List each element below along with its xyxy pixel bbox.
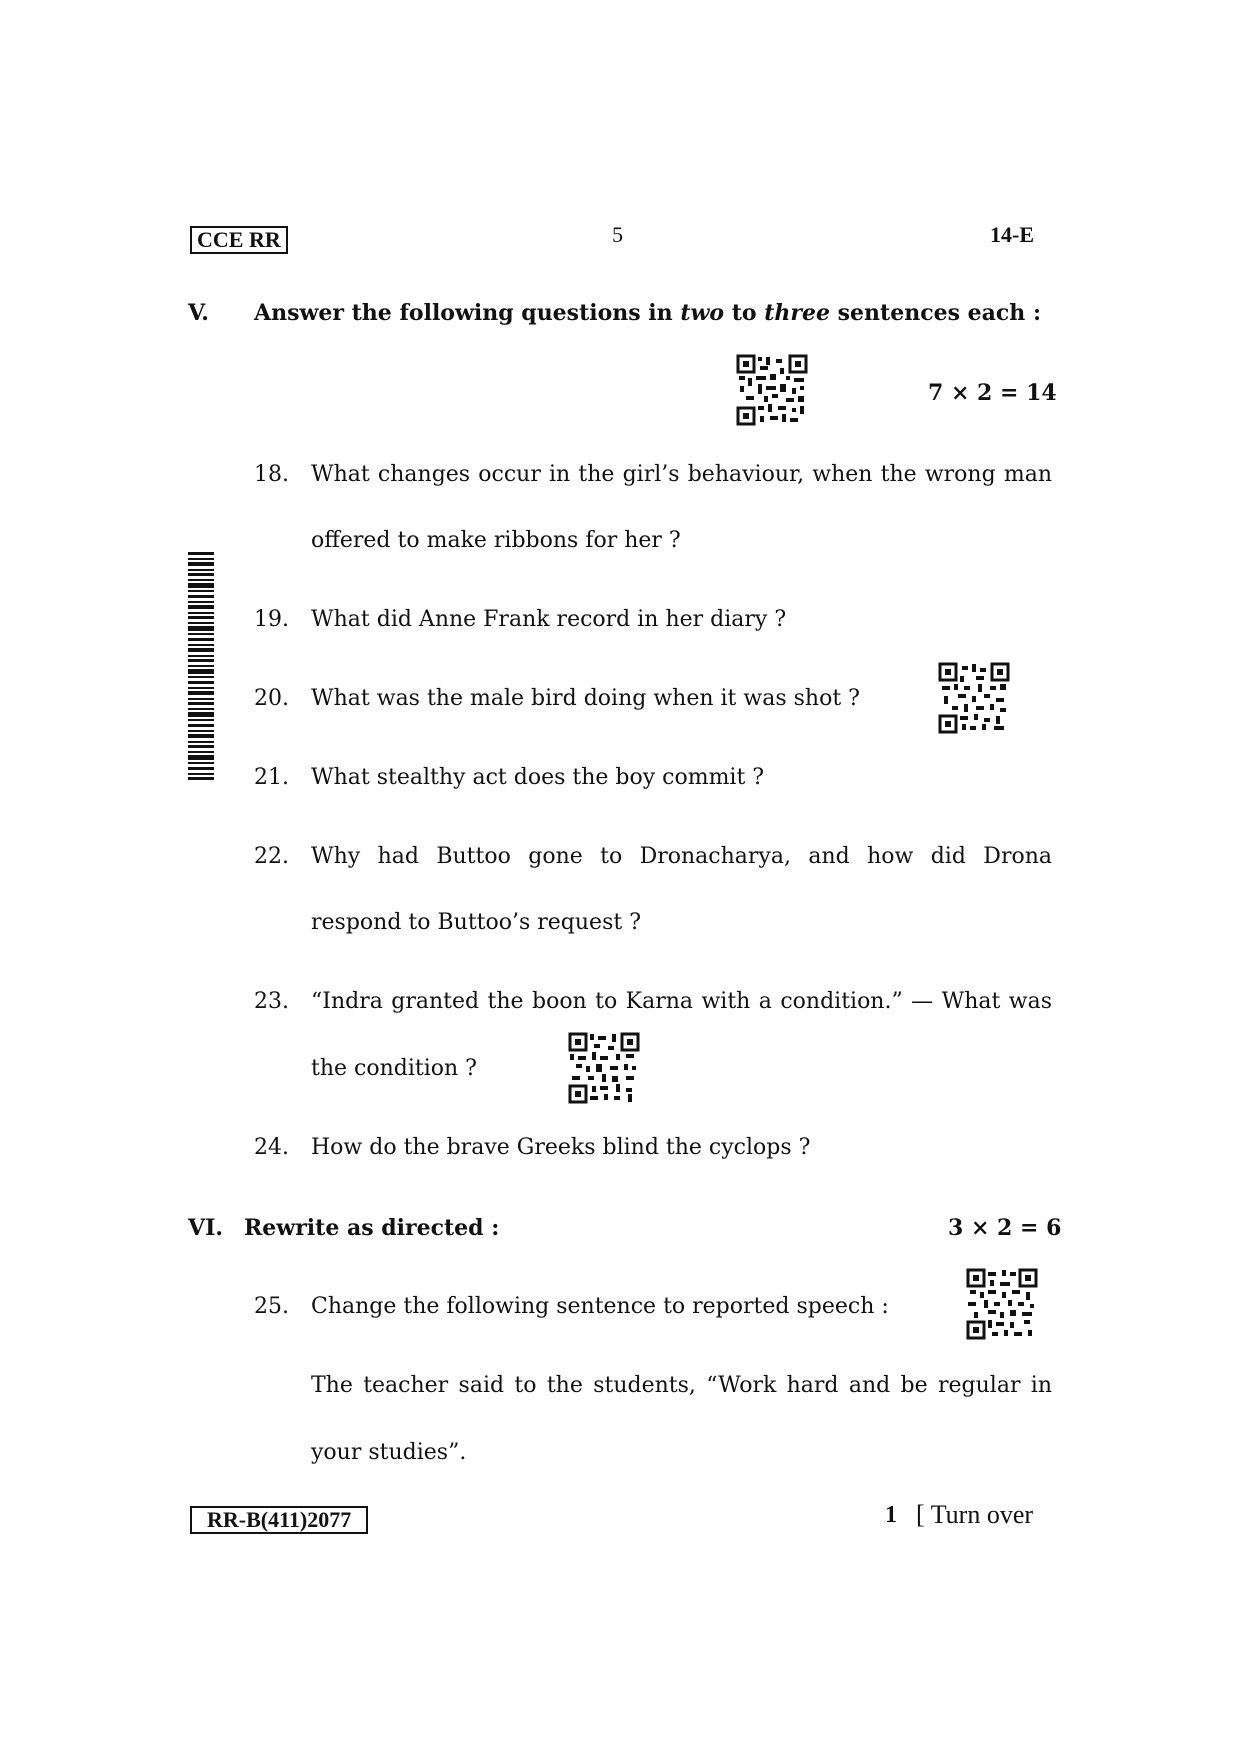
paper-code-box (190, 226, 288, 254)
turn-over: [ Turn over (916, 1500, 1034, 1529)
barcode-icon (188, 552, 214, 780)
question-text-cont: the condition ? (311, 1056, 477, 1081)
question-number: 20. (254, 686, 289, 711)
question-text: What stealthy act does the boy commit ? (311, 765, 765, 790)
section-v-marks: 7 × 2 = 14 (928, 380, 1057, 406)
subject-code: 14-E (990, 222, 1034, 247)
question-text: Why had Buttoo gone to Dronacharya, and how did Drona (311, 844, 1052, 869)
section-vi-instruction: Rewrite as directed : (244, 1215, 500, 1241)
page-number: 5 (612, 222, 623, 247)
reported-speech-sentence-cont: your studies”. (311, 1440, 467, 1465)
question-text: What did Anne Frank record in her diary ? (311, 607, 787, 632)
qr-code-icon (736, 354, 808, 426)
section-v-instruction: Answer the following questions in two to three sentences each : (254, 300, 1042, 326)
section-vi-marks: 3 × 2 = 6 (948, 1215, 1062, 1241)
qr-code-icon (568, 1032, 640, 1104)
page-count: 1 (885, 1502, 897, 1528)
question-number: 19. (254, 607, 289, 632)
qr-code-icon (938, 662, 1010, 734)
question-text: How do the brave Greeks blind the cyclops ? (311, 1135, 811, 1160)
question-number: 23. (254, 989, 289, 1014)
section-vi-roman: VI. (188, 1215, 224, 1241)
question-number: 22. (254, 844, 289, 869)
question-number: 24. (254, 1135, 289, 1160)
booklet-code: RR-B(411)2077 (207, 1507, 352, 1532)
booklet-code-box (190, 1506, 368, 1534)
reported-speech-sentence: The teacher said to the students, “Work hard and be regular in (311, 1373, 1052, 1398)
question-text: What was the male bird doing when it was shot ? (311, 686, 860, 711)
question-number: 21. (254, 765, 289, 790)
question-text: “Indra granted the boon to Karna with a condition.” — What was (311, 989, 1052, 1014)
qr-code-icon (966, 1268, 1038, 1340)
question-number: 18. (254, 462, 289, 487)
question-number: 25. (254, 1294, 289, 1319)
question-text-cont: offered to make ribbons for her ? (311, 528, 681, 553)
question-text: What changes occur in the girl’s behaviour, when the wrong man (311, 462, 1052, 487)
paper-code: CCE RR (197, 227, 281, 252)
question-text-cont: respond to Buttoo’s request ? (311, 910, 641, 935)
question-text: Change the following sentence to reported speech : (311, 1294, 889, 1319)
section-v-roman: V. (188, 300, 209, 326)
